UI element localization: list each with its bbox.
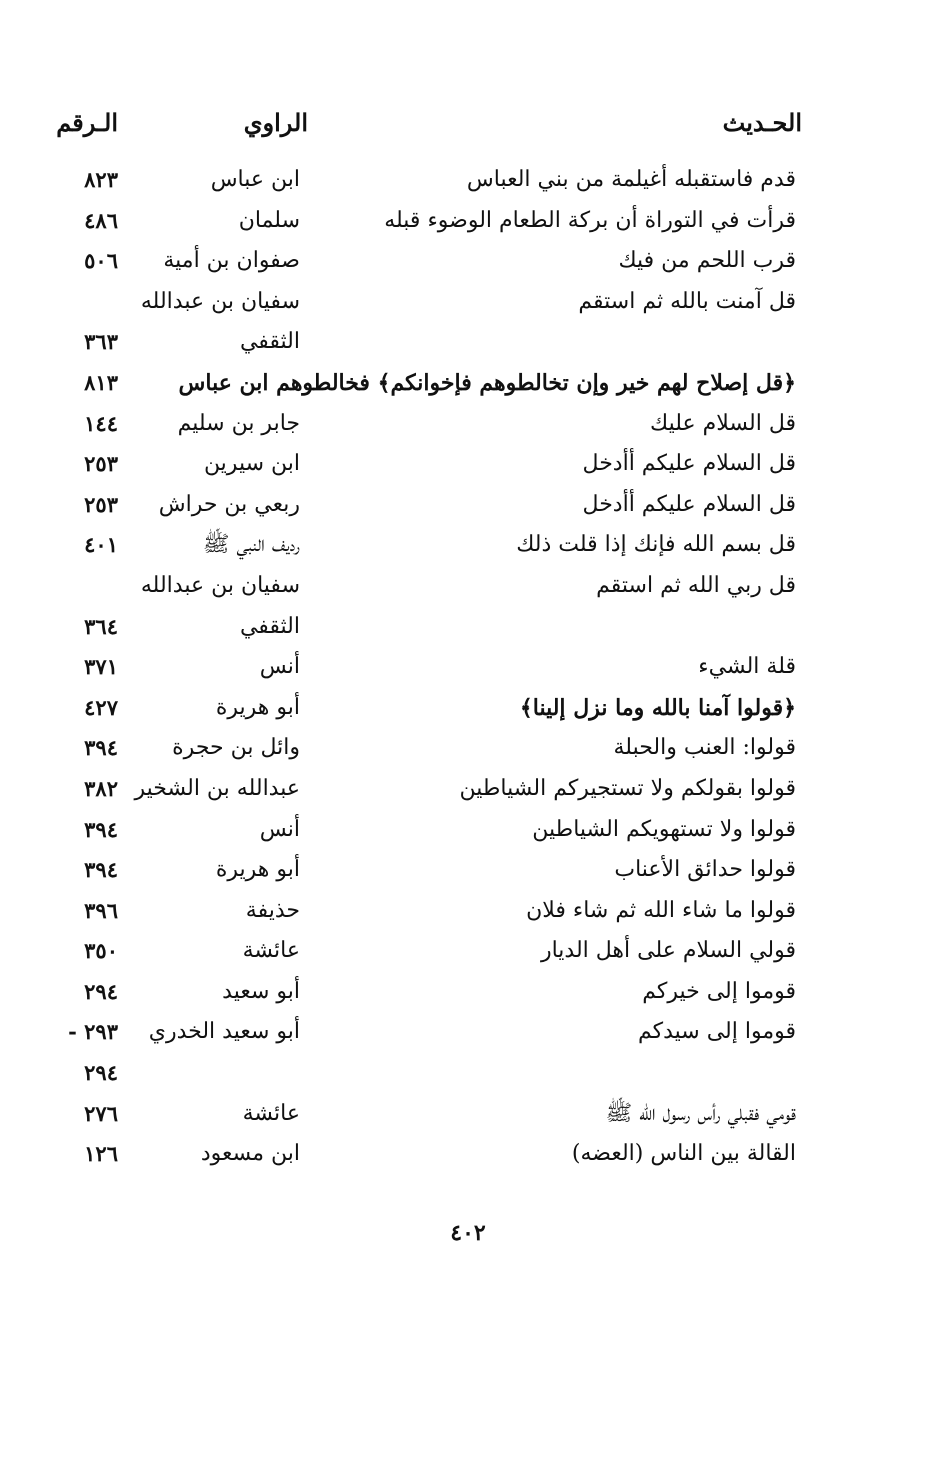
hadith-text: قولوا بقولكم ولا تستجيركم الشياطين [459,775,796,801]
table-row [0,1053,936,1094]
hadith-text: قولوا ما شاء الله ثم شاء فلان [526,897,796,923]
narrator-name: أبو سعيد [222,978,300,1004]
hadith-number: ٢٧٦ [84,1100,118,1126]
narrator-name: ابن سيرين [203,451,300,477]
hadith-number: ٨٢٣ [84,167,118,192]
narrator-name: صفوان بن أمية [163,248,300,274]
hadith-text: قولوا: العنب والحبلة [613,735,796,761]
table-row [0,810,936,851]
hadith-number: ٢٩٣ - [68,1019,118,1045]
hadith-text: القالة بين الناس (العضه) [571,1141,796,1167]
hadith-text: قولي السلام على أهل الديار [540,938,796,964]
narrator-name: الثقفي [239,613,300,639]
table-row [0,241,936,282]
hadith-text: قرأت في التوراة أن بركة الطعام الوضوء قبله [384,207,796,233]
narrator-name: سفيان بن عبدالله [140,572,300,598]
hadith-text: قوموا إلى خيركم [642,978,796,1004]
hadith-number: ١٢٦ [84,1141,118,1167]
hadith-number: ٢٥٣ [84,451,118,477]
narrator-name: سفيان بن عبدالله [140,288,300,314]
narrator-column-header: الراوي [243,108,308,137]
hadith-number: ٢٩٤ [84,978,118,1004]
page-number: ٤٠٢ [450,1220,486,1246]
hadith-text: قل ربي الله ثم استقم [596,572,796,598]
hadith-number: ٢٥٣ [84,491,118,517]
hadith-text: قولوا ولا تستهويكم الشياطين [532,816,796,842]
hadith-number: ٨١٣ [84,369,118,395]
table-row [0,850,936,891]
narrator-name: رديف النبي ﷺ [202,532,300,558]
table-row [0,404,936,445]
hadith-text: ﴿قل إصلاح لهم خير وإن تخالطوهم فإخوانكم﴾ فخالطوهم ابن عباس [178,369,796,396]
hadith-text: قل بسم الله فإنك إذا قلت ذلك [516,532,796,558]
hadith-number: ٣٩٤ [84,857,118,883]
hadith-text: قولوا حدائق الأعناب [614,857,796,883]
table-row [0,485,936,526]
hadith-text: قرب اللحم من فيك [618,248,796,274]
table-row [0,728,936,769]
hadith-number: ٤٠١ [84,532,118,558]
narrator-name: أبو هريرة [215,694,300,720]
narrator-name: أبو هريرة [215,857,300,883]
narrator-name: وائل بن حجرة [172,735,300,761]
hadith-text: قل السلام عليكم أأدخل [582,451,796,477]
hadith-number: ٢٩٤ [84,1060,118,1086]
hadith-number: ٣٨٢ [84,775,118,801]
hadith-text: ﴿قولوا آمنا بالله وما نزل إلينا﴾ [519,694,796,721]
table-row [0,769,936,810]
narrator-name: ابن عباس [210,167,300,192]
hadith-text: قل آمنت بالله ثم استقم [578,288,796,314]
hadith-number: ٣٦٤ [84,613,118,639]
table-row [0,444,936,485]
hadith-number: ٥٠٦ [84,248,118,274]
table-row [0,1012,936,1053]
table-row [0,607,936,648]
number-column-header: الـرقم [56,108,118,137]
hadith-number: ٣٥٠ [84,938,118,964]
hadith-text: قل السلام عليك [650,410,796,436]
narrator-name: حذيفة [245,897,300,923]
table-row [0,931,936,972]
table-row [0,160,936,201]
narrator-name: عائشة [242,938,300,964]
table-row [0,525,936,566]
hadith-number: ٣٩٤ [84,735,118,761]
narrator-name: أبو سعيد الخدري [148,1019,300,1045]
hadith-text: قل السلام عليكم أأدخل [582,491,796,517]
table-row [0,1134,936,1175]
table-row [0,322,936,363]
narrator-name: عائشة [242,1100,300,1126]
table-row [0,201,936,242]
hadith-index-table [0,160,936,1175]
table-row [0,647,936,688]
narrator-name: أنس [259,654,300,680]
table-row [0,566,936,607]
hadith-number: ٣٦٣ [84,329,118,355]
table-row [0,972,936,1013]
table-row [0,891,936,932]
narrator-name: ربعي بن حراش [158,491,300,517]
hadith-text: قلة الشيء [698,654,796,680]
table-row [0,282,936,323]
table-row [0,688,936,729]
hadith-number: ٣٩٤ [84,816,118,842]
hadith-text: قدم فاستقبله أغيلمة من بني العباس [466,167,796,192]
hadith-number: ٣٧١ [84,654,118,680]
hadith-number: ٣٩٦ [84,897,118,923]
narrator-name: عبدالله بن الشخير [134,775,300,801]
table-header [0,108,936,144]
narrator-name: سلمان [238,207,300,233]
table-row [0,1094,936,1135]
hadith-column-header: الحـديث [722,108,802,137]
narrator-name: أنس [259,816,300,842]
hadith-text: قومي فقبلي رأس رسول الله ﷺ [605,1100,796,1126]
hadith-number: ١٤٤ [84,410,118,436]
hadith-number: ٤٨٦ [84,207,118,233]
table-row [0,363,936,404]
narrator-name: ابن مسعود [200,1141,300,1167]
narrator-name: الثقفي [239,329,300,355]
hadith-number: ٤٢٧ [84,694,118,720]
hadith-text: قوموا إلى سيدكم [637,1019,796,1045]
narrator-name: جابر بن سليم [177,410,300,436]
